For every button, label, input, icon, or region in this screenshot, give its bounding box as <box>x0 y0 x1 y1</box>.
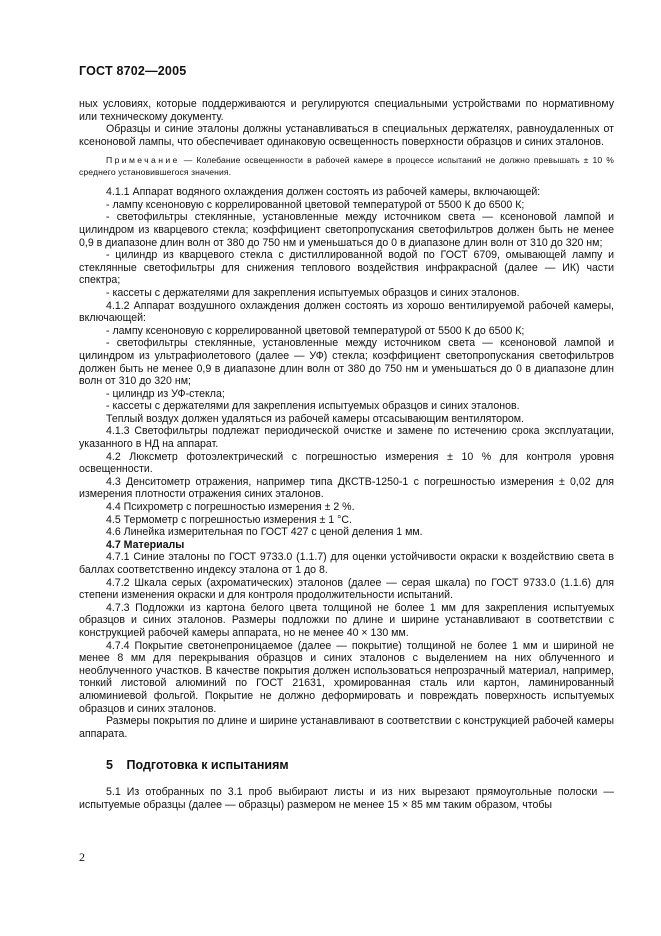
clause-4-7-4: 4.7.4 Покрытие светонепроницаемое (далее — покрытие) толщиной не более 1 мм и шириной не менее 8 мм для перекрывания образцов и синих эталонов с выделением на них облученного и необлученного участков. В качестве покрытия должен использоваться непрозрачный материал, например, тонкий листовой алюминий по ГОСТ 21631, хромированная сталь или картон, ламинированный алюминиевой фольгой. Покрытие не должно деформировать и повреждать поверхность испытуемых образцов и синих эталонов. <box>79 639 614 715</box>
section-number: 5 <box>106 758 113 773</box>
clause-4-2: 4.2 Люксметр фотоэлектрический с погрешностью измерения ± 10 % для контроля уровня освещенности. <box>79 450 614 476</box>
clause-4-7-2: 4.7.2 Шкала серых (ахроматических) эталонов (далее — серая шкала) по ГОСТ 9733.0 (1.1.6) для степени изменения окраски и для контроля продолжительности испытаний. <box>79 576 614 602</box>
paragraph: Образцы и синие эталоны должны устанавливаться в специальных держателях, равноудаленных от ксеноновой лампы, что обеспечивает одинаковую освещенность поверхности образцов и синих эталонов. <box>79 123 614 148</box>
note-text: — Колебание освещенности в рабочей камере в процессе испытаний не должно превышать ± 10 % среднего установившегося значения. <box>79 155 614 177</box>
materials-heading-text: 4.7 Материалы <box>106 538 185 551</box>
list-item: - лампу ксеноновую с коррелированной цветовой температурой от 5500 К до 6500 К; <box>106 324 525 337</box>
list-item: - лампу ксеноновую с коррелированной цветовой температурой от 5500 К до 6500 К; <box>106 198 525 211</box>
clause-4-1-2: 4.1.2 Аппарат воздушного охлаждения должен состоять из хорошо вентилируемой рабочей камеры, включающей: <box>79 299 614 325</box>
clause-4-3: 4.3 Денситометр отражения, например типа ДКСТВ-1250-1 с погрешностью измерения ± 0,02 для измерения плотности отражения синих эталонов. <box>79 475 614 501</box>
list-item: - светофильтры стеклянные, установленные между источником света — ксеноновой лампой и цилиндром из ультрафиолетового (далее — УФ) стекла; коэффициент светопропускания светофильтров должен быть не менее 0,9 в диапазоне длин волн от 380 до 750 нм и уменьшаться до 0 в диапазоне длин волн от 310 до 320 нм; <box>79 337 614 388</box>
clause-4-7-1: 4.7.1 Синие эталоны по ГОСТ 9733.0 (1.1.7) для оценки устойчивости окраски к воздействию света в баллах соответственно индексу эталона от 1 до 8. <box>79 551 614 576</box>
list-item: - кассеты с держателями для закрепления испытуемых образцов и синих эталонов. <box>106 400 520 413</box>
paragraph: ных условиях, которые поддерживаются и регулируются специальными устройствами по нормативному или техническому документу. <box>79 98 614 123</box>
note <box>79 155 614 178</box>
page-number: 2 <box>79 850 85 864</box>
section-title: Подготовка к испытаниям <box>126 758 289 773</box>
list-item: - светофильтры стеклянные, установленные между источником света — ксеноновой лампой и цилиндром из кварцевого стекла; коэффициент светопропускания светофильтров должен быть не менее 0,9 в диапазоне длин волн от 380 до 750 нм и уменьшаться до 0 в диапазоне длин волн от 310 до 320 нм; <box>79 211 614 249</box>
list-item: - цилиндр из УФ-стекла; <box>106 387 225 400</box>
clause-4-7-3: 4.7.3 Подложки из картона белого цвета толщиной не более 1 мм для закрепления испытуемых образцов и синих эталонов. Размеры подложки по длине и ширине устанавливают в соответствии с конструкцией рабочей камеры аппарата, но не менее 40 × 130 мм. <box>79 601 614 639</box>
clause-4-1-1: 4.1.1 Аппарат водяного охлаждения должен состоять из рабочей камеры, включающей: <box>106 186 541 199</box>
materials-heading <box>79 539 614 552</box>
note-label: Примечание <box>106 155 180 166</box>
clause-5-1: 5.1 Из отобранных по 3.1 проб выбирают листы и из них вырезают прямоугольные полоски — испытуемые образцы (далее — образцы) размером не менее 15 × 85 мм таким образом, чтобы <box>79 786 614 811</box>
clause-4-6: 4.6 Линейка измерительная по ГОСТ 427 с ценой деления 1 мм. <box>106 526 423 539</box>
paragraph: Размеры покрытия по длине и ширине устанавливают в соответствии с конструкцией рабочей камеры аппарата. <box>79 715 614 740</box>
list-item: - кассеты с держателями для закрепления испытуемых образцов и синих эталонов. <box>106 286 520 299</box>
clause-4-4: 4.4 Психрометр с погрешностью измерения ± 2 %. <box>106 501 355 514</box>
document-body <box>79 98 614 812</box>
section-heading <box>79 757 614 773</box>
paragraph: Теплый воздух должен удаляться из рабочей камеры отсасывающим вентилятором. <box>106 412 525 425</box>
clause-4-5: 4.5 Термометр с погрешностью измерения ± 1 °С. <box>106 513 352 526</box>
clause-4-1-3: 4.1.3 Светофильтры подлежат периодической очистке и замене по истечению срока эксплуатации, указанного в НД на аппарат. <box>79 425 614 451</box>
list-item: - цилиндр из кварцевого стекла с дистиллированной водой по ГОСТ 6709, омывающей лампу и стеклянные светофильтры для снижения теплового воздействия инфракрасной (далее — ИК) части спектра; <box>79 249 614 287</box>
document-header: ГОСТ 8702—2005 <box>79 64 187 78</box>
